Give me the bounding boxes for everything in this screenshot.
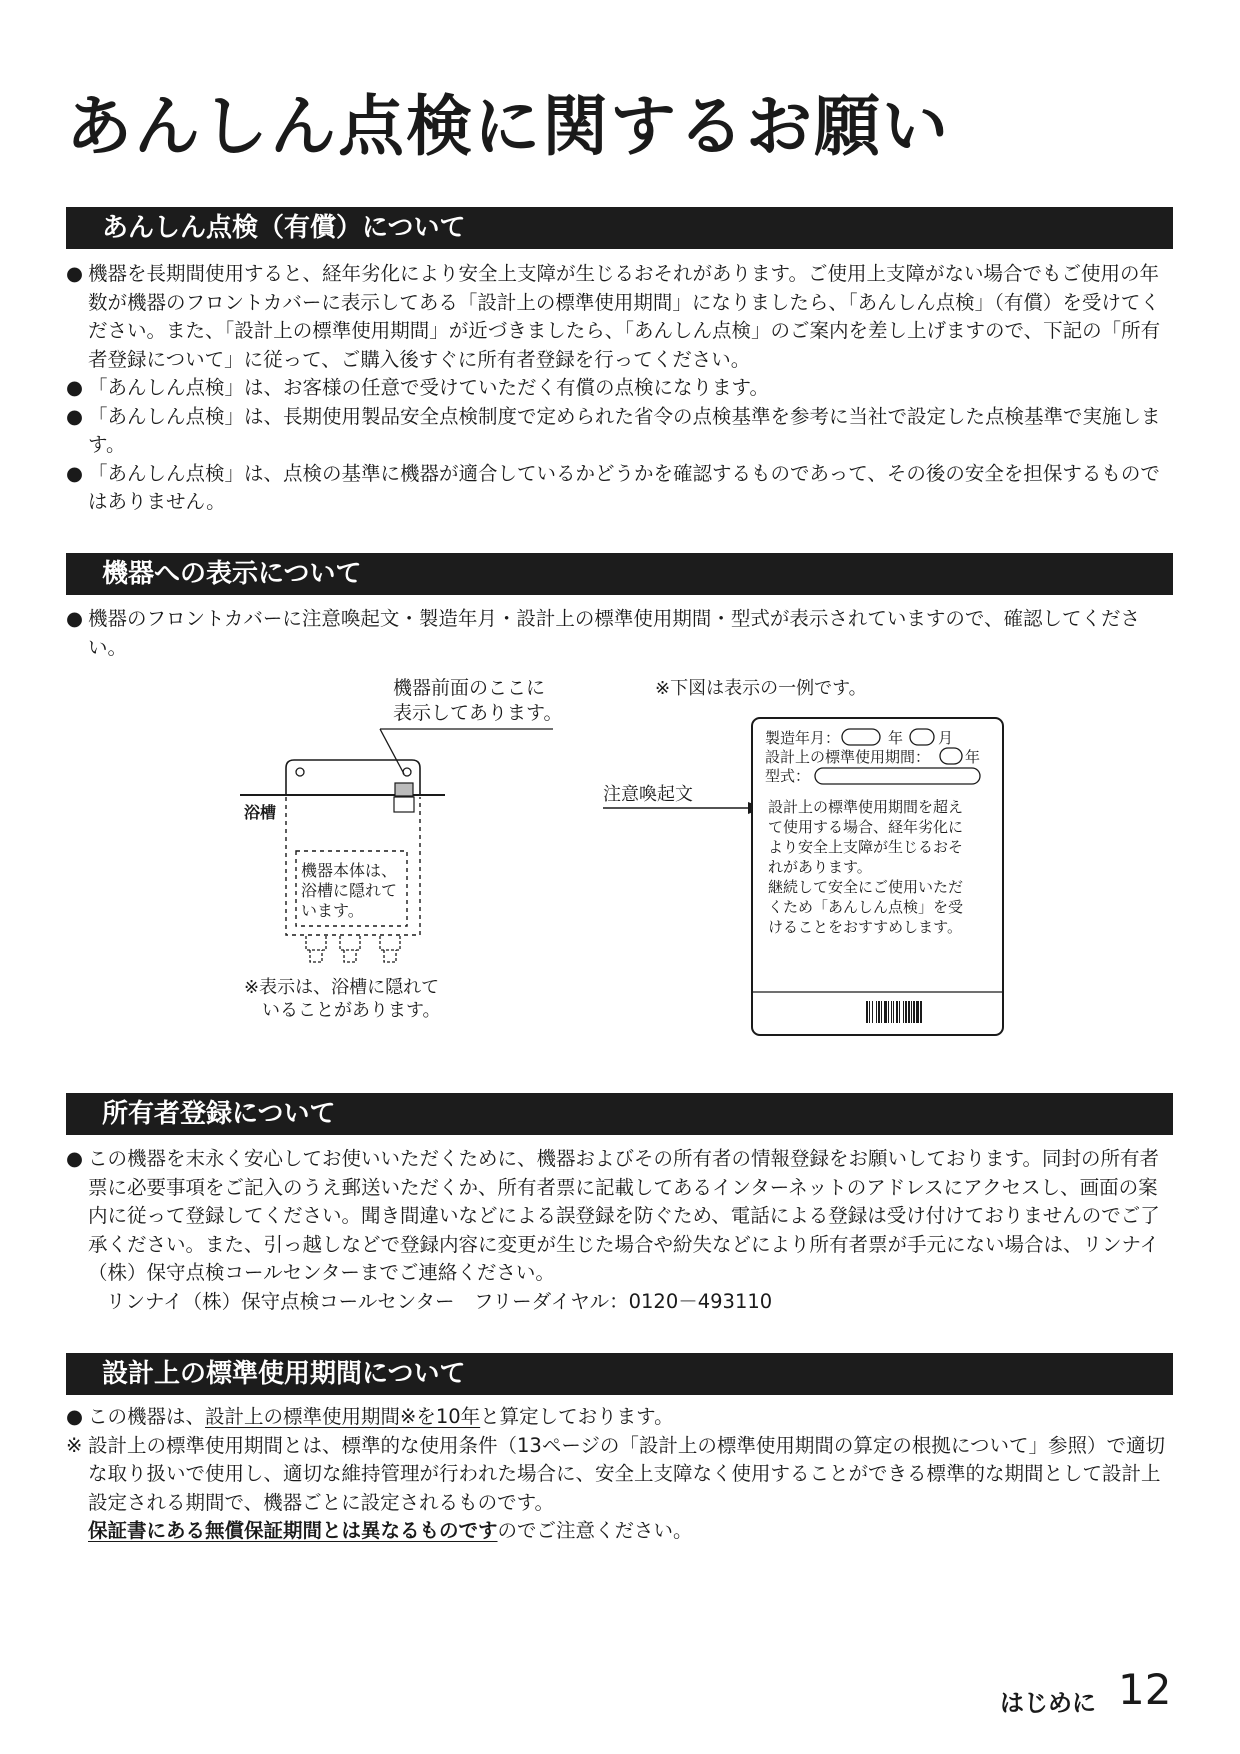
hidden-note-line2: いることがあります。 [262,1000,441,1021]
label-location-marker [395,783,413,796]
svg-text:継続して安全にご使用いただ: 継続して安全にご使用いただ [768,878,964,896]
footer-section-label: はじめに [1000,1689,1096,1717]
example-note: ※下図は表示の一例です。 [655,678,867,699]
svg-text:けることをおすすめします。: けることをおすすめします。 [768,918,962,936]
period-text [66,1403,1174,1546]
appliance-illustration [240,677,562,1021]
svg-text:月: 月 [938,729,954,747]
hidden-note-line1: ※表示は、浴槽に隠れて [244,977,440,998]
inspection-bullet-2: ● 「あんしん点検」は、お客様の任意で受けていただく有償の点検になります。 [66,376,769,399]
period-note: ※ 設計上の標準使用期間とは、標準的な使用条件（13ページの「設計上の標準使用期間の算定の根拠について」参照）で適切な取り扱いで使用し、適切な維持管理が行われた場合に、安全上支障なく使用することができる標準的な期間として設計上設定される期間で、機器ごとに設定されるものです。 保証書にある無償保証期間とは異なるものですのでご注意ください。 [66,1433,1166,1542]
page-number: 12 [1118,1665,1172,1714]
hidden-text-line3: います。 [301,901,364,920]
caution-label: 注意喚起文 [603,784,693,805]
inspection-bullet-3: ● 「あんしん点検」は、長期使用製品安全点検制度で定められた省令の点検基準を参考に当社で設定した点検基準で実施します。 [66,404,1161,456]
svg-text:年: 年 [965,748,981,766]
svg-text:設計上の標準使用期間を超え: 設計上の標準使用期間を超え [768,798,964,816]
bathtub-label: 浴槽 [244,803,277,822]
warranty-notice: 保証書にある無償保証期間とは異なるものです [88,1519,498,1542]
inspection-bullet-4: ● 「あんしん点検」は、点検の基準に機器が適合しているかどうかを確認するものであって、その後の安全を担保するものではありません。 [66,461,1160,513]
label-example [603,678,1003,1035]
svg-text:より安全上支障が生じるおそ: より安全上支障が生じるおそ [768,838,964,856]
section-heading-registration: 所有者登録について [66,1093,1173,1135]
pipe-fittings-icon [306,936,400,962]
display-bullet: ● 機器のフロントカバーに注意喚起文・製造年月・設計上の標準使用期間・型式が表示されていますので、確認してください。 [66,607,1141,659]
inspection-bullet-1: ● 機器を長期間使用すると、経年劣化により安全上支障が生じるおそれがあります。ご使用上支障がない場合でもご使用の年数が機器のフロントカバーに表示してある「設計上の標準使用期間」になりましたら、「あんしん点検」（有償）を受けてください。また、「設計上の標準使用期間」が近づきましたら、「あんしん点検」のご案内を差し上げますので、下記の「所有者登録について」に従って、ご購入後すぐに所有者登録を行ってください。 [66,262,1161,371]
callout-text-line1: 機器前面のここに [393,677,546,699]
section-heading-inspection: あんしん点検（有償）について [66,207,1173,249]
registration-text [66,1145,1174,1316]
svg-text:れがあります。: れがあります。 [768,858,872,876]
svg-text:て使用する場合、経年劣化に: て使用する場合、経年劣化に [768,818,964,836]
mfg-date-label: 製造年月： [765,729,841,747]
registration-bullet: ● この機器を末永く安心してお使いいただくために、機器およびその所有者の情報登録をお願いしております。同封の所有者票に必要事項をご記入のうえ郵送いただくか、所有者票に記載してあるインターネットのアドレスにアクセスし、画面の案内に従って登録してください。聞き間違いなどによる誤登録を防ぐため、電話による登録は受け付けておりませんのでご了承ください。また、引っ越しなどで登録内容に変更が生じた場合や紛失などにより所有者票が手元にない場合は、リンナイ（株）保守点検コールセンターまでご連絡ください。 [66,1147,1160,1284]
hidden-text-line1: 機器本体は、 [301,861,398,880]
model-label: 型式： [765,767,811,785]
svg-text:年: 年 [888,729,904,747]
screw-icon [296,768,304,776]
callout-text-line2: 表示してあります。 [393,702,563,724]
contact-line: リンナイ（株）保守点検コールセンター フリーダイヤル：0120－493110 [106,1289,773,1313]
svg-text:くため「あんしん点検」を受: くため「あんしん点検」を受 [768,898,964,916]
hidden-text-line2: 浴槽に隠れて [301,881,398,900]
section-heading-period: 設計上の標準使用期間について [66,1353,1173,1395]
page-title: あんしん点検に関するお願い [66,88,950,165]
design-period-label: 設計上の標準使用期間： [765,748,931,766]
screw-icon [403,768,411,776]
section-heading-display: 機器への表示について [66,553,1173,595]
period-bullet: ● この機器は、設計上の標準使用期間※を10年と算定しております。 [66,1405,674,1428]
